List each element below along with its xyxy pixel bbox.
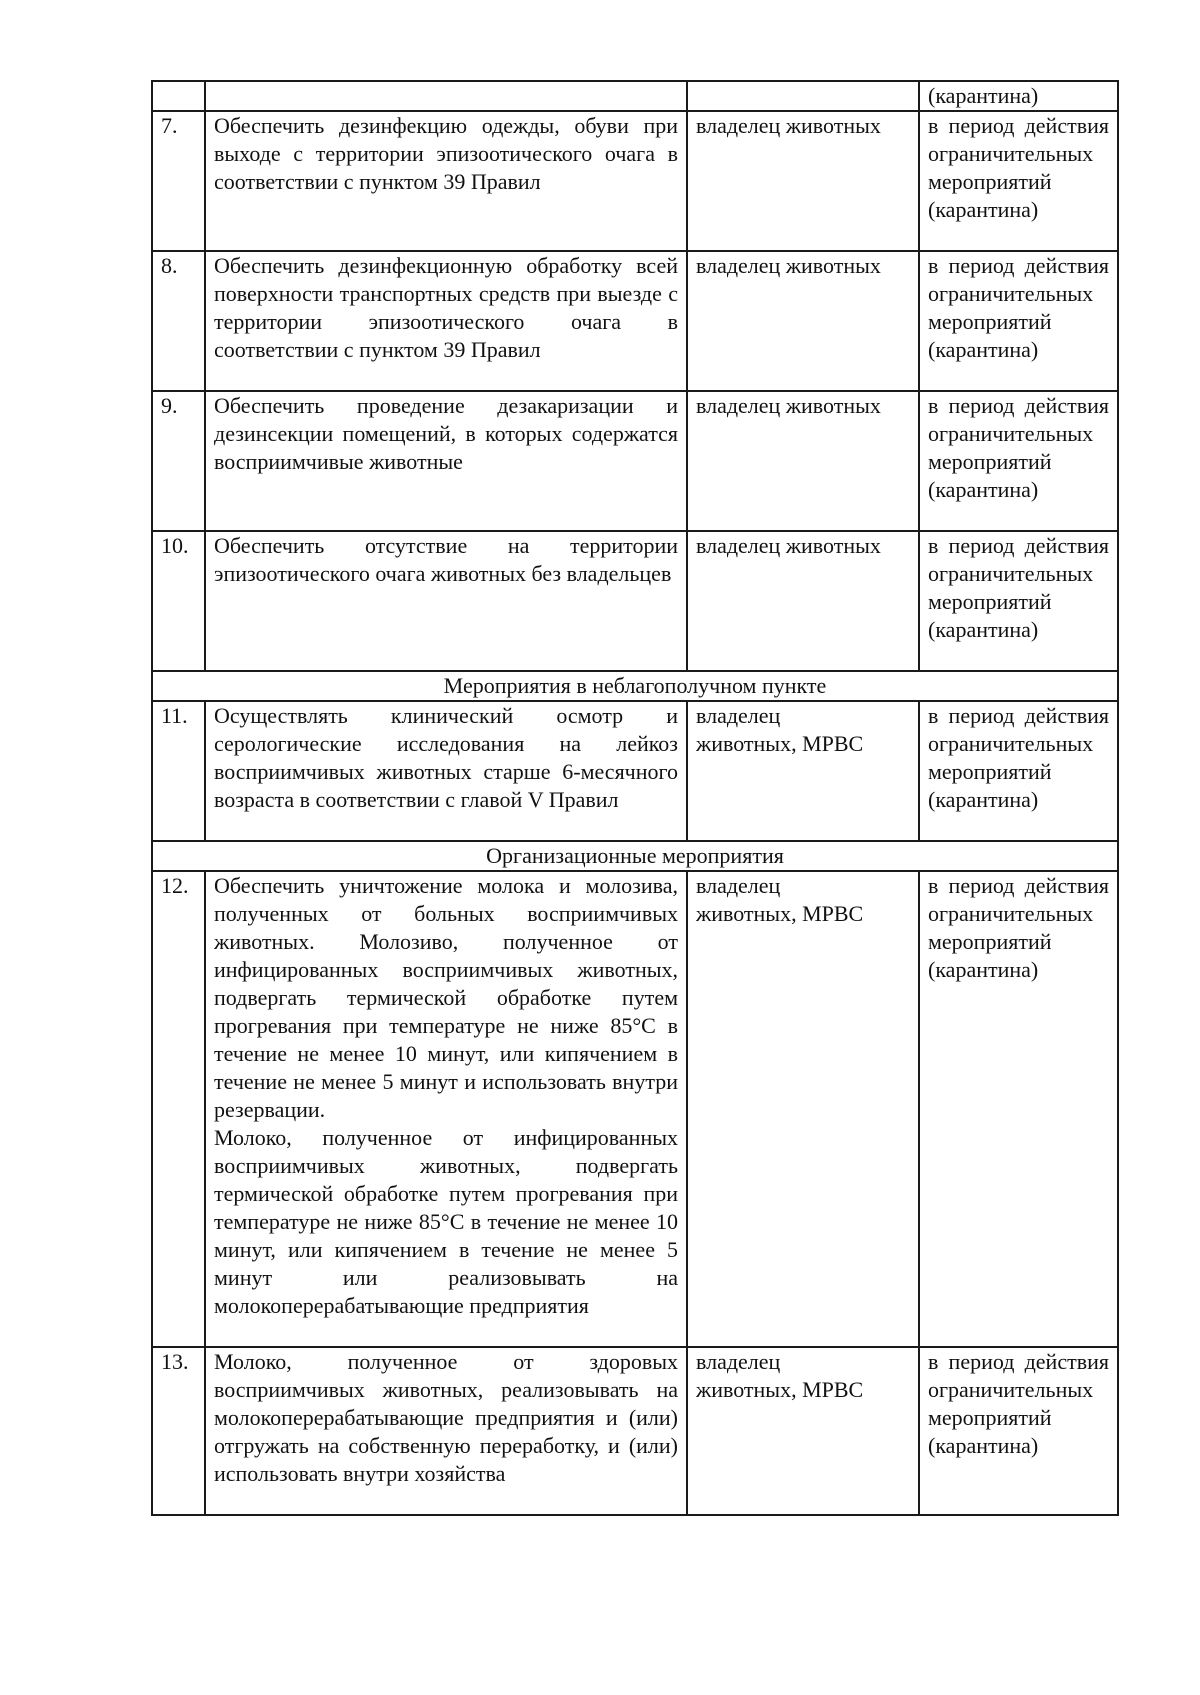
responsible-line: владелец: [696, 703, 781, 728]
table-row: [152, 391, 1118, 531]
period-cell: [919, 81, 1118, 111]
responsible-line: владелец: [696, 873, 781, 898]
responsible-line: животных, МРВС: [696, 731, 864, 756]
period-text: (карантина): [928, 83, 1039, 108]
responsible-cell: владелец животных: [687, 251, 919, 391]
row-number-cell: [152, 81, 205, 111]
period-cell: в период действия ограничительных мероприятий (карантина): [919, 111, 1118, 251]
period-cell: в период действия ограничительных мероприятий (карантина): [919, 531, 1118, 671]
measure-cell: Обеспечить дезинфекцию одежды, обуви при выходе с территории эпизоотического очага в соответствии с пунктом 39 Правил: [205, 111, 687, 251]
row-number-cell: 10.: [152, 531, 205, 671]
table-row: [152, 251, 1118, 391]
responsible-line: владелец: [696, 1349, 781, 1374]
measure-paragraph: Обеспечить уничтожение молока и молозива, полученных от больных восприимчивых животных. Молозиво, полученное от инфицированных восприимчивых животных, подвергать термической обработке путем прогревания при температуре не ниже 85°С в течение не менее 10 минут, или кипячением в течение не менее 5 минут и использовать внутри резервации.: [214, 873, 678, 1122]
row-number-cell: 12.: [152, 871, 205, 1347]
measure-cell: [205, 81, 687, 111]
row-number-cell: 7.: [152, 111, 205, 251]
table-row: [152, 701, 1118, 841]
responsible-cell: владелец животных: [687, 111, 919, 251]
row-number-cell: 13.: [152, 1347, 205, 1515]
measure-cell: Молоко, полученное от здоровых восприимчивых животных, реализовывать на молокоперерабатывающие предприятия и (или) отгружать на собственную переработку, и (или) использовать внутри хозяйства: [205, 1347, 687, 1515]
table-row: [152, 531, 1118, 671]
row-number-cell: 11.: [152, 701, 205, 841]
table-row: [152, 1347, 1118, 1515]
period-cell: в период действия ограничительных мероприятий (карантина): [919, 1347, 1118, 1515]
measures-table: [151, 80, 1119, 1516]
section-heading: Мероприятия в неблагополучном пункте: [152, 671, 1118, 701]
responsible-cell: [687, 701, 919, 841]
measure-cell: [205, 871, 687, 1347]
table-row: [152, 81, 1118, 111]
section-heading-row: [152, 841, 1118, 871]
responsible-line: животных, МРВС: [696, 1377, 864, 1402]
measure-cell: Осуществлять клинический осмотр и серологические исследования на лейкоз восприимчивых животных старше 6-месячного возраста в соответствии с главой V Правил: [205, 701, 687, 841]
period-cell: в период действия ограничительных мероприятий (карантина): [919, 391, 1118, 531]
table-row: [152, 871, 1118, 1347]
responsible-line: животных, МРВС: [696, 901, 864, 926]
measure-paragraph: Молоко, полученное от инфицированных восприимчивых животных, подвергать термической обработке путем прогревания при температуре не ниже 85°С в течение не менее 10 минут, или кипячением в течение не менее 5 минут или реализовывать на молокоперерабатывающие предприятия: [214, 1125, 678, 1318]
section-heading: Организационные мероприятия: [152, 841, 1118, 871]
measure-cell: Обеспечить проведение дезакаризации и дезинсекции помещений, в которых содержатся восприимчивые животные: [205, 391, 687, 531]
row-number-cell: 9.: [152, 391, 205, 531]
responsible-cell: [687, 1347, 919, 1515]
measure-cell: Обеспечить отсутствие на территории эпизоотического очага животных без владельцев: [205, 531, 687, 671]
responsible-cell: владелец животных: [687, 391, 919, 531]
period-cell: в период действия ограничительных мероприятий (карантина): [919, 701, 1118, 841]
responsible-cell: [687, 81, 919, 111]
measure-cell: Обеспечить дезинфекционную обработку всей поверхности транспортных средств при выезде с территории эпизоотического очага в соответствии с пунктом 39 Правил: [205, 251, 687, 391]
table-row: [152, 111, 1118, 251]
section-heading-row: [152, 671, 1118, 701]
responsible-cell: [687, 871, 919, 1347]
period-cell: в период действия ограничительных мероприятий (карантина): [919, 251, 1118, 391]
row-number-cell: 8.: [152, 251, 205, 391]
responsible-cell: владелец животных: [687, 531, 919, 671]
period-cell: в период действия ограничительных мероприятий (карантина): [919, 871, 1118, 1347]
